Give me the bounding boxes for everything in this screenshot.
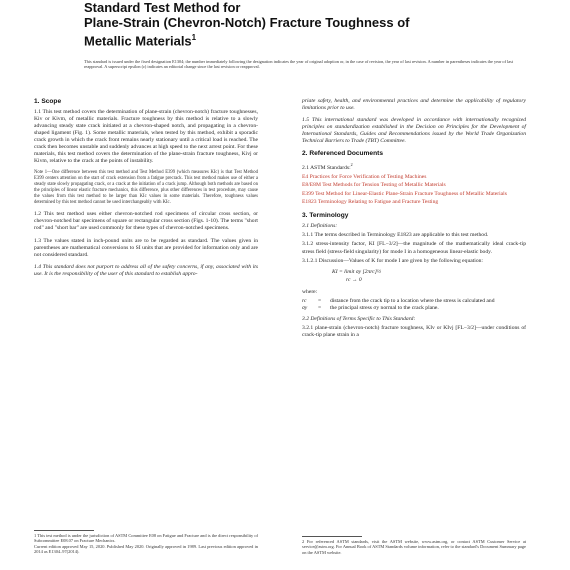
paragraph-3-2: 3.2 Definitions of Terms Specific to This Standard: <box>302 315 416 322</box>
title-footnote-mark: 1 <box>191 33 197 42</box>
title-line-1: Standard Test Method for <box>84 0 241 15</box>
designation-note: This standard is issued under the fixed designation E1304; the number immediately following the designation indicates the year of original adoption or, in the case of revision, the year of last revision. A number in parentheses indicates the year of last reapproval. A superscript epsilon (ε) indicates an editorial change since the last revision or reapproval. <box>84 59 514 70</box>
definition-list <box>302 298 526 312</box>
where-label: where: <box>302 288 318 295</box>
reference-item[interactable]: E4 Practices for Force Verification of Testing Machines <box>302 173 427 180</box>
document-title <box>84 0 524 48</box>
section-heading-terminology: 3. Terminology <box>302 212 349 220</box>
footnote-1: 1 This test method is under the jurisdiction of ASTM Committee E08 on Fatigue and Fracture and is the direct responsibility of Subcommittee E08.07 on Fracture Mechanics. <box>34 533 258 544</box>
equation-line-2: rc → 0 <box>346 276 362 283</box>
reference-item[interactable]: E399 Test Method for Linear-Elastic Plane-Strain Fracture Toughness of Metallic Materials <box>302 190 507 197</box>
footnote-rule-right <box>302 536 362 537</box>
paragraph-1-4-continued: priate safety, health, and environmental practices and determine the applicability of regulatory limitations prior to use. <box>302 98 526 112</box>
paragraph-3-1-2: 3.1.2 stress-intensity factor, KI [FL−3/2]—the magnitude of the mathematically ideal crack-tip stress field (stress-field singularity) for mode I in a homogeneous linear-elastic body. <box>302 241 526 255</box>
paragraph-1-5: 1.5 This international standard was developed in accordance with internationally recognized principles on standardization established in the Decision on Principles for the Development of International Standards, Guides and Recommendations issued by the World Trade Organization Technical Barriers to Trade (TBT) Committee. <box>302 117 526 145</box>
equation-line-1: KI = limit σy [2πrc]½ <box>332 268 382 275</box>
definition-symbol: rc <box>302 297 307 304</box>
footnote-2: 2 For referenced ASTM standards, visit the ASTM website, www.astm.org, or contact ASTM Customer Service at service@astm.org. For Annual Book of ASTM Standards volume information, refer to the standard's Document Summary page on the ASTM website. <box>302 539 526 555</box>
left-column <box>34 98 258 283</box>
paragraph-1-2: 1.2 This test method uses either chevron-notched rod specimens of circular cross section, or chevron-notched bar specimens of square or rectangular cross section (Figs. 1-10). The terms "short rod" and "short bar" are used commonly for these types of chevron-notched specimens. <box>34 211 258 232</box>
definition-symbol: σy <box>302 304 308 311</box>
astm-standards-label: 2.1 ASTM Standards:$^2$ <box>302 162 353 172</box>
definition-row: σy = the principal stress σy normal to the crack plane. <box>302 305 526 312</box>
paragraph-1-4: 1.4 This standard does not purport to address all of the safety concerns, if any, associated with its use. It is the responsibility of the user of this standard to establish appro- <box>34 263 258 277</box>
paragraph-1-3: 1.3 The values stated in inch-pound units are to be regarded as standard. The values given in parentheses are mathematical conversions to SI units that are provided for information only and are not considered standard. <box>34 237 258 258</box>
paragraph-1-1: 1.1 This test method covers the determination of plane-strain (chevron-notch) fracture toughnesses, Kiv or Kivm, of metallic materials. Fracture toughness by this method is relative to a slowly advancing steady state crack initiated at a chevron-shaped notch, and propagating in a chevron-shaped ligament (Fig. 1). Some metallic materials, when tested by this method, exhibit a sporadic crack growth in which the crack front remains nearly stationary until a critical load is reached. The crack then becomes unstable and suddenly advances at high speed to the next arrest point. For these materials, this test method covers the determination of the plane-strain fracture toughness, Kivj or Kivm, relative to the crack at the points of instability. <box>34 109 258 165</box>
reference-item[interactable]: E8/E8M Test Methods for Tension Testing of Metallic Materials <box>302 182 446 189</box>
title-line-3: Metallic Materials$^1$ <box>84 33 197 49</box>
definition-row: rc = distance from the crack tip to a location where the stress is calculated and <box>302 298 526 305</box>
note-1: Note 1—One difference between this test method and Test Method E399 (which measures KIc) is that Test Method E399 centers attention on the start of crack extension from a fatigue precrack. This test method makes use of either a steady state slowly propagating crack, or a crack at the initiation of a crack jump. Although both methods are based on the principles of linear elastic fracture mechanics, this difference, plus other differences in test procedure, may cause the values from this test method to be larger than KIc values in some materials. Therefore, toughness values determined by this test method cannot be used interchangeably with KIc. <box>34 170 258 206</box>
section-heading-referenced-documents: 2. Referenced Documents <box>302 150 383 158</box>
definition-text: the principal stress σy normal to the crack plane. <box>330 304 439 311</box>
paragraph-3-1-2-1: 3.1.2.1 Discussion—Values of K for mode I are given by the following equation: <box>302 257 483 264</box>
paragraph-3-2-1: 3.2.1 plane-strain (chevron-notch) fracture toughness, KIv or KIvj [FL−3/2]—under conditions of crack-tip plane strain in a <box>302 324 526 338</box>
paragraph-3-1-1: 3.1.1 The terms described in Terminology E1823 are applicable to this test method. <box>302 232 489 239</box>
definition-text: distance from the crack tip to a location where the stress is calculated and <box>330 297 495 304</box>
footnote-rule-left <box>34 530 94 531</box>
title-line-2: Plane-Strain (Chevron-Notch) Fracture Toughness of <box>84 15 410 30</box>
right-column <box>302 98 526 344</box>
section-heading-scope: 1. Scope <box>34 98 62 105</box>
equation-stress-intensity <box>332 268 526 284</box>
footnote-left <box>34 533 258 555</box>
paragraph-3-1: 3.1 Definitions: <box>302 223 338 230</box>
reference-item[interactable]: E1823 Terminology Relating to Fatigue and Fracture Testing <box>302 199 439 206</box>
footnote-edition: Current edition approved May 15, 2020. Published May 2020. Originally approved in 1989. Last previous edition approved in 2014 as E1304–97(2014). <box>34 543 258 555</box>
